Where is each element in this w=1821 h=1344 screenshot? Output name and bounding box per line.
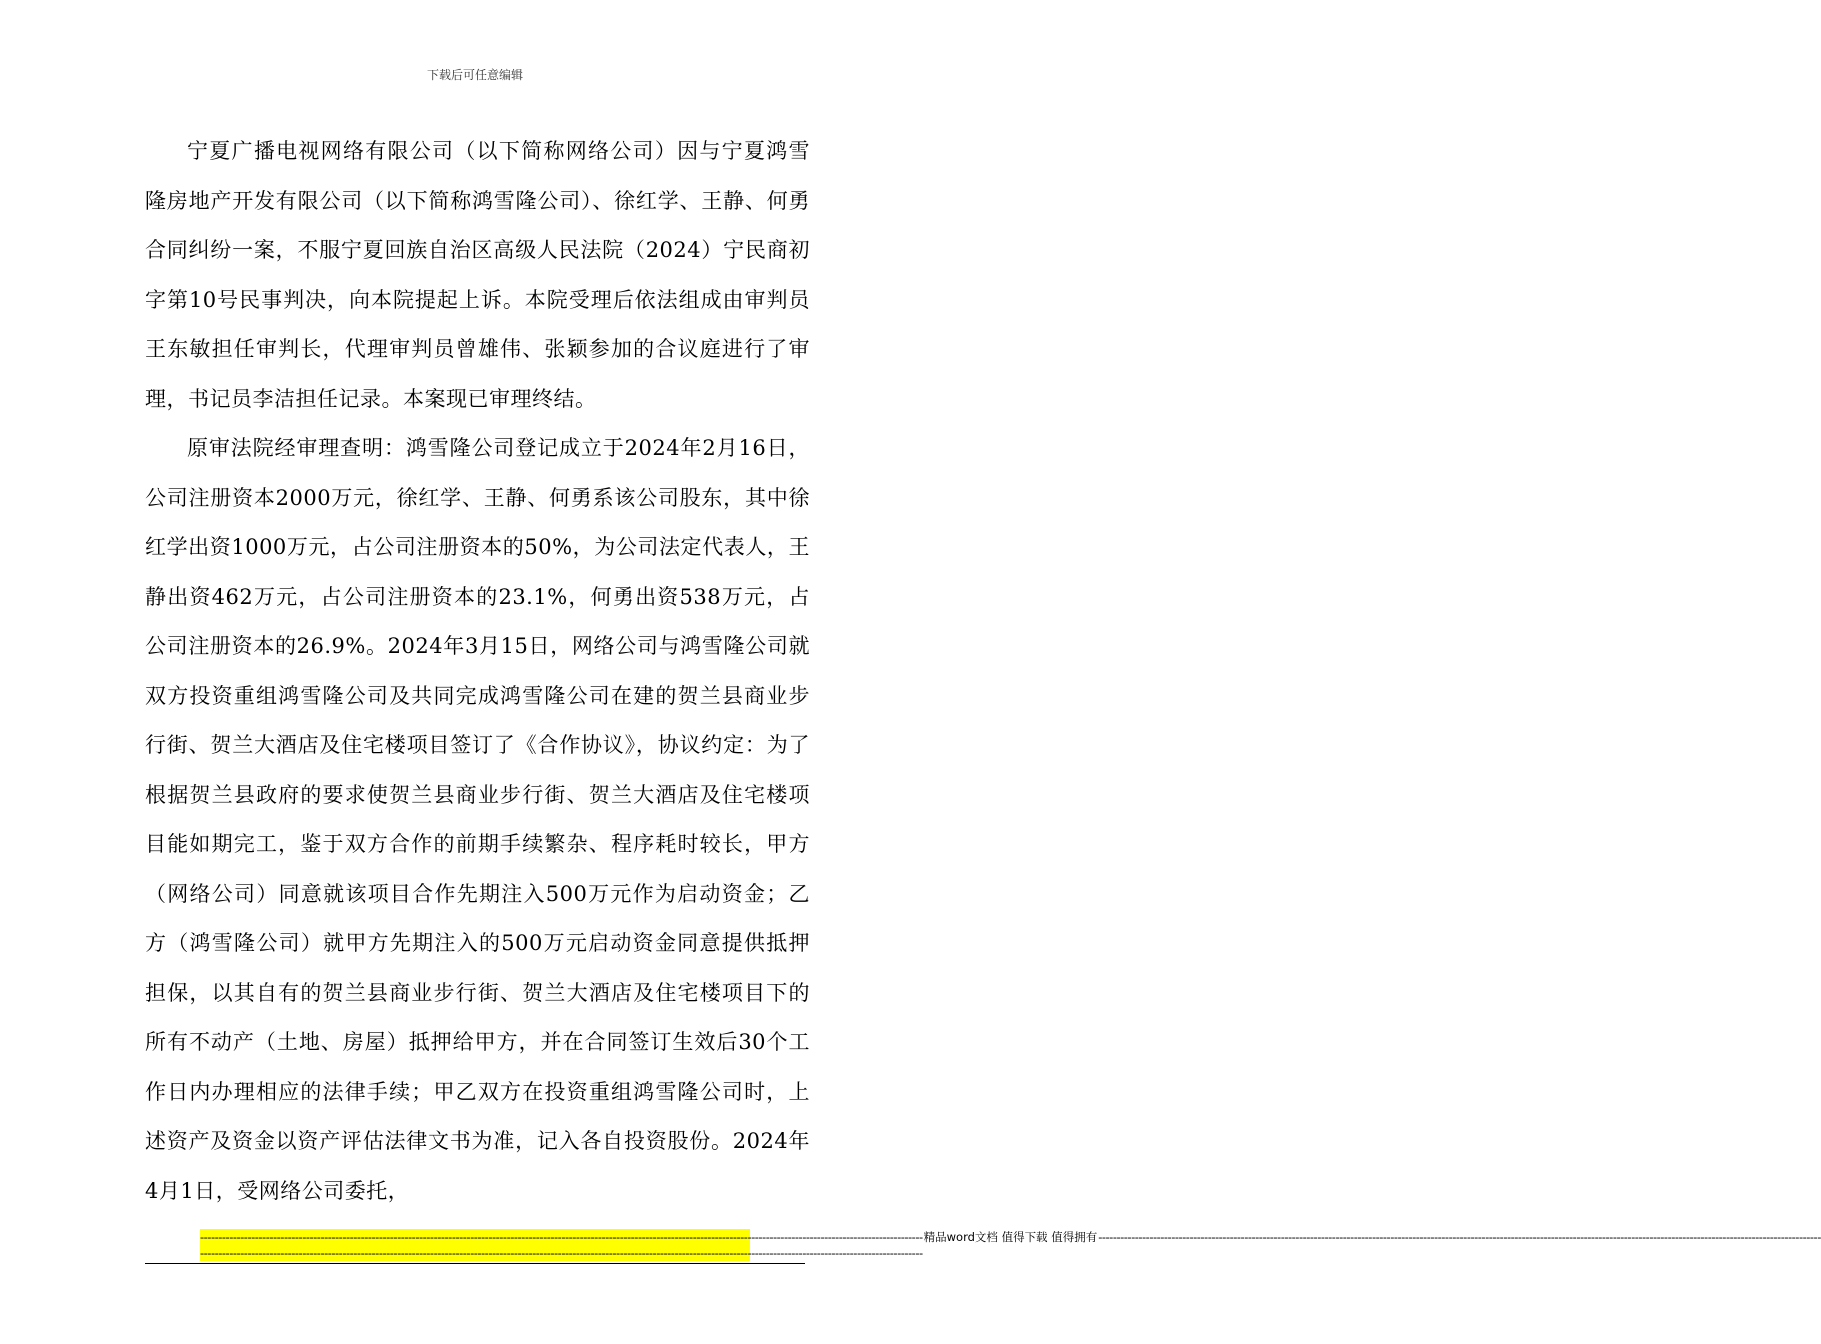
header-note: 下载后可任意编辑: [426, 68, 523, 82]
dash-line-left: ------------------------------------------------------------------------------------------------------------------------------------------------------------------------------------------------------: [200, 1229, 923, 1244]
footer-banner: [200, 1229, 1821, 1261]
footer-banner-text: 精品word文档 值得下载 值得拥有: [923, 1229, 1098, 1244]
footer-banner-row-bottom: [200, 1245, 923, 1261]
paragraph-findings: 原审法院经审理查明：鸿雪隆公司登记成立于2024年2月16日，公司注册资本2000万元，徐红学、王静、何勇系该公司股东，其中徐红学出资1000万元，占公司注册资本的50%，为公司法定代表人，王静出资462万元，占公司注册资本的23.1%，何勇出资538万元，占公司注册资本的26.9%。2024年3月15日，网络公司与鸿雪隆公司就双方投资重组鸿雪隆公司及共同完成鸿雪隆公司在建的贺兰县商业步行街、贺兰大酒店及住宅楼项目签订了《合作协议》，协议约定：为了根据贺兰县政府的要求使贺兰县商业步行街、贺兰大酒店及住宅楼项目能如期完工，鉴于双方合作的前期手续繁杂、程序耗时较长，甲方（网络公司）同意就该项目合作先期注入500万元作为启动资金；乙方（鸿雪隆公司）就甲方先期注入的500万元启动资金同意提供抵押担保，以其自有的贺兰县商业步行街、贺兰大酒店及住宅楼项目下的所有不动产（土地、房屋）抵押给甲方，并在合同签订生效后30个工作日内办理相应的法律手续；甲乙双方在投资重组鸿雪隆公司时，上述资产及资金以资产评估法律文书为准，记入各自投资股份。2024年4月1日，受网络公司委托，: [145, 436, 810, 1203]
footer-banner-row-top: [200, 1229, 1821, 1245]
footer-divider: [145, 1263, 805, 1264]
dash-line-full: ------------------------------------------------------------------------------------------------------------------------------------------------------------------------------------------------------: [200, 1245, 923, 1260]
dash-line-right: ------------------------------------------------------------------------------------------------------------------------------------------------------------------------------------------------------: [1098, 1229, 1821, 1244]
paragraph-case-intro: 宁夏广播电视网络有限公司（以下简称网络公司）因与宁夏鸿雪隆房地产开发有限公司（以下简称鸿雪隆公司）、徐红学、王静、何勇合同纠纷一案，不服宁夏回族自治区高级人民法院（2024）宁民商初字第10号民事判决，向本院提起上诉。本院受理后依法组成由审判员王东敏担任审判长，代理审判员曾雄伟、张颖参加的合议庭进行了审理，书记员李洁担任记录。本案现已审理终结。: [145, 139, 810, 411]
document-body: [145, 127, 810, 1216]
